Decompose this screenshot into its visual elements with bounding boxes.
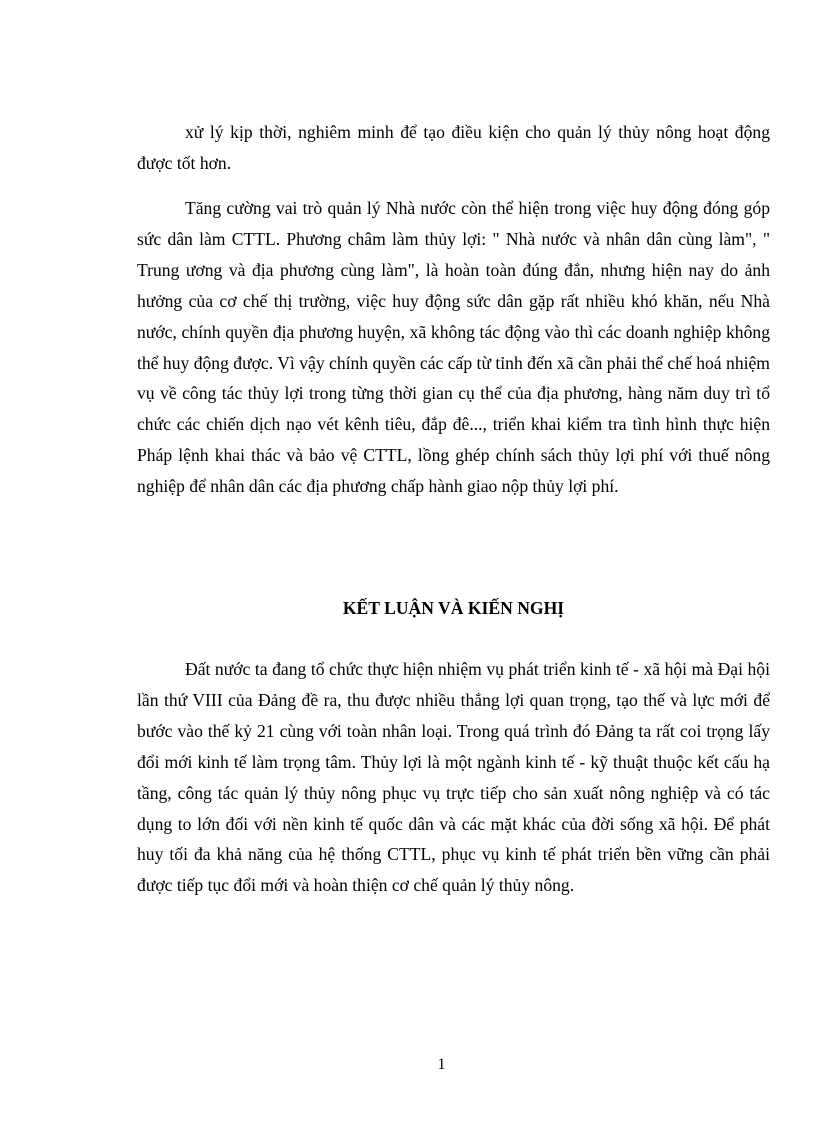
section-heading: KẾT LUẬN VÀ KIẾN NGHỊ [342, 598, 565, 618]
body-paragraph-2: Tăng cường vai trò quản lý Nhà nước còn thể hiện trong việc huy động đóng góp sức dân làm CTTL. Phương châm làm thủy lợi: " Nhà nước và nhân dân cùng làm", " Trung ương và địa phương cùng làm", là hoàn toàn đúng đắn, nhưng hiện nay do ảnh hưởng của cơ chế thị trường, việc huy động sức dân gặp rất nhiều khó khăn, nếu Nhà nước, chính quyền địa phương huyện, xã không tác động vào thì các doanh nghiệp không thể huy động được. Vì vậy chính quyền các cấp từ tỉnh đến xã cần phải thể chế hoá nhiệm vụ về công tác thủy lợi trong từng thời gian cụ thể của địa phương, hàng năm duy trì tổ chức các chiến dịch nạo vét kênh tiêu, đắp đê..., triển khai kiểm tra tình hình thực hiện Pháp lệnh khai thác và bảo vệ CTTL, lồng ghép chính sách thủy lợi phí với thuế nông nghiệp để nhân dân các địa phương chấp hành giao nộp thủy lợi phí. [137, 198, 770, 497]
page-number: 1 [437, 1056, 446, 1073]
body-paragraph-1: xử lý kịp thời, nghiêm minh để tạo điều kiện cho quản lý thủy nông hoạt động được tốt hơn. [137, 122, 770, 173]
body-paragraph-3: Đất nước ta đang tổ chức thực hiện nhiệm vụ phát triển kinh tế - xã hội mà Đại hội lần thứ VIII của Đảng đề ra, thu được nhiều thắng lợi quan trọng, tạo thế và lực mới để bước vào thế kỷ 21 cùng với toàn nhân loại. Trong quá trình đó Đảng ta rất coi trọng lấy đổi mới kinh tế làm trọng tâm. Thủy lợi là một ngành kinh tế - kỹ thuật thuộc kết cấu hạ tầng, công tác quản lý thủy nông phục vụ trực tiếp cho sản xuất nông nghiệp và có tác dụng to lớn đối với nền kinh tế quốc dân và các mặt khác của đời sống xã hội. Để phát huy tối đa khả năng của hệ thống CTTL, phục vụ kinh tế phát triển bền vững cần phải được tiếp tục đổi mới và hoàn thiện cơ chế quản lý thủy nông. [137, 659, 770, 896]
